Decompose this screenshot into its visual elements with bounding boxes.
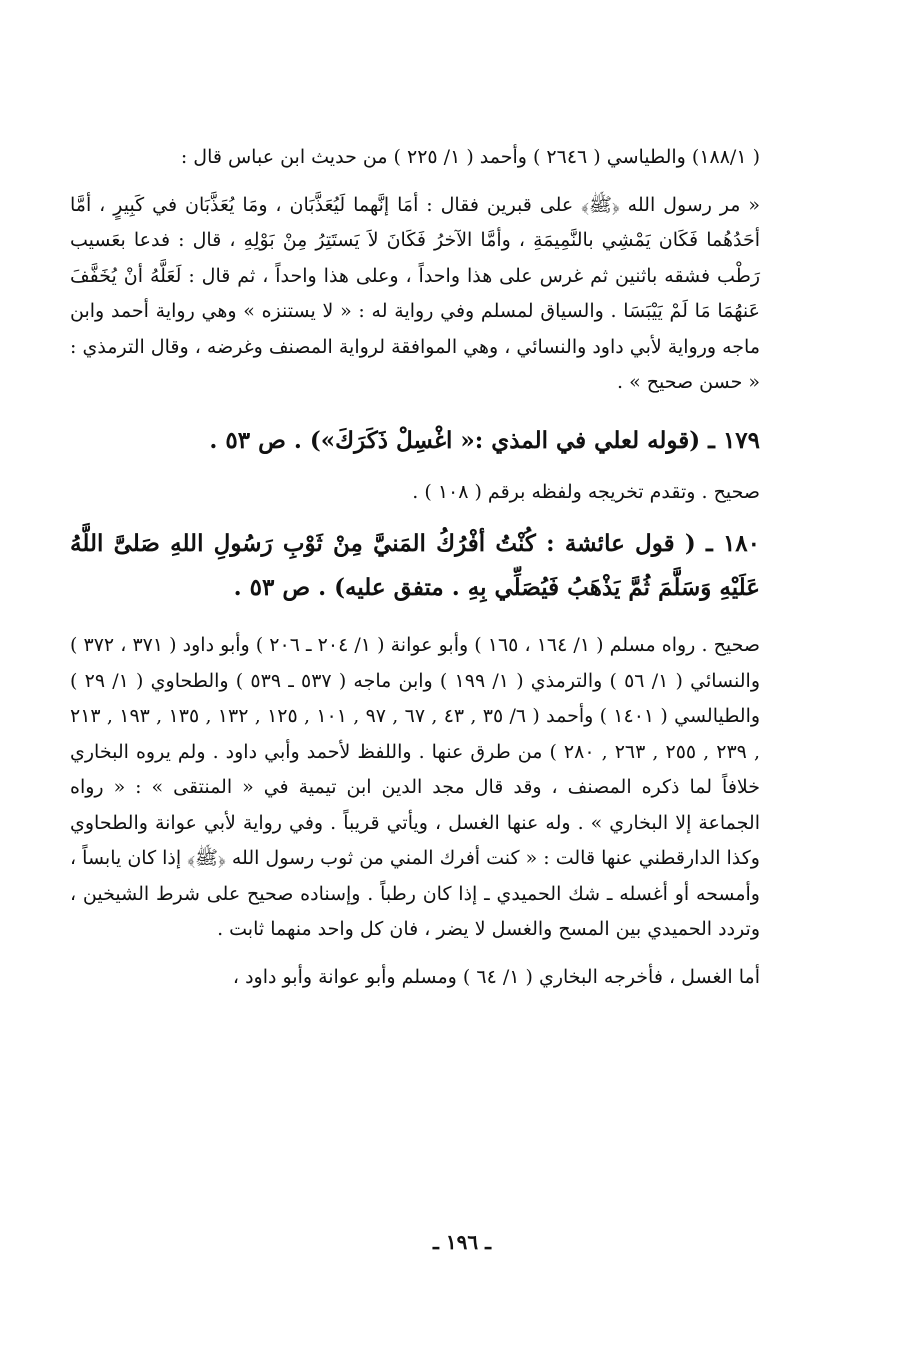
page-body: [70, 140, 760, 995]
hadith-text-paragraph: « مر رسول الله ﴿ﷺ﴾ على قبرين فقال : أمَا إنَّهما لَيُعَذَّبَان ، ومَا يُعَذَّبَان في كَبِيرٍ ، أمَّا أحَدُهُما فَكَان يَمْشِي بالنَّمِيمَةِ ، وأمَّا الآخرُ فَكَانَ لاَ يَستَتِرُ مِنْ بَوْلِهِ ، قال : فدعا بعَسيب رَطْب فشقه باثنين ثم غرس على هذا واحداً ، وعلى هذا واحداً ، ثم قال : لَعَلَّهُ أنْ يُخَفَّفَ عَنهُمَا مَا لَمْ يَيْبَسَا . والسياق لمسلم وفي رواية له : « لا يستنزه » وهي رواية أحمد وابن ماجه ورواية لأبي داود والنسائي ، وهي الموافقة لرواية المصنف وغرضه ، وقال الترمذي : « حسن صحيح » .: [70, 193, 760, 393]
page-number: ـ ١٩٦ ـ: [433, 1230, 491, 1254]
takhrij-paragraph-ghusl: أما الغسل ، فأخرجه البخاري ( ١/ ٦٤ ) ومسلم وأبو عوانة وأبو داود ،: [232, 965, 760, 988]
takhrij-paragraph-intro: ( ١٨٨/١) والطياسي ( ٢٦٤٦ ) وأحمد ( ١/ ٢٢٥ ) من حديث ابن عباس قال :: [180, 146, 760, 168]
takhrij-paragraph-179: صحيح . وتقدم تخريجه ولفظه برقم ( ١٠٨ ) .: [412, 480, 760, 503]
hadith-heading-180: ١٨٠ ـ ( قول عائشة : كُنْتُ أفْرُكُ المَنيَّ مِنْ ثَوْبِ رَسُولِ اللهِ صَلىَّ اللَّهُ عَلَيْهِ وَسَلَّمَ ثُمَّ يَذْهَبُ فَيُصَلِّي بِهِ . متفق عليه) . ص ٥٣ .: [70, 530, 760, 601]
takhrij-paragraph-180: صحيح . رواه مسلم ( ١/ ١٦٤ ، ١٦٥ ) وأبو عوانة ( ١/ ٢٠٤ ـ ٢٠٦ ) وأبو داود ( ٣٧١ ، ٣٧٢ ) والنسائي ( ١/ ٥٦ ) والترمذي ( ١/ ١٩٩ ) وابن ماجه ( ٥٣٧ ـ ٥٣٩ ) والطحاوي ( ١/ ٢٩ ) والطيالسي ( ١٤٠١ ) وأحمد ( ٦/ ٣٥ , ٤٣ , ٦٧ , ٩٧ , ١٠١ , ١٢٥ , ١٣٢ , ١٣٥ , ١٩٣ , ٢١٣ , ٢٣٩ , ٢٥٥ , ٢٦٣ , ٢٨٠ ) من طرق عنها . واللفظ لأحمد وأبي داود . ولم يروه البخاري خلافاً لما ذكره المصنف ، وقد قال مجد الدين ابن تيمية في « المنتقى » : « رواه الجماعة إلا البخاري » . وله عنها الغسل ، ويأتي قريباً . وفي رواية لأبي عوانة والطحاوي وكذا الدارقطني عنها قالت : « كنت أفرك المني من ثوب رسول الله ﴿ﷺ﴾ إذا كان يابساً ، وأمسحه أو أغسله ـ شك الحميدي ـ إذا كان رطباً . وإسناده صحيح على شرط الشيخين ، وتردد الحميدي بين المسح والغسل لا يضر ، فان كل واحد منهما ثابت .: [70, 634, 761, 940]
hadith-heading-179: ١٧٩ ـ (قوله لعلي في المذي :« اغْسِلْ ذَكَرَكَ») . ص ٥٣ .: [209, 426, 760, 454]
